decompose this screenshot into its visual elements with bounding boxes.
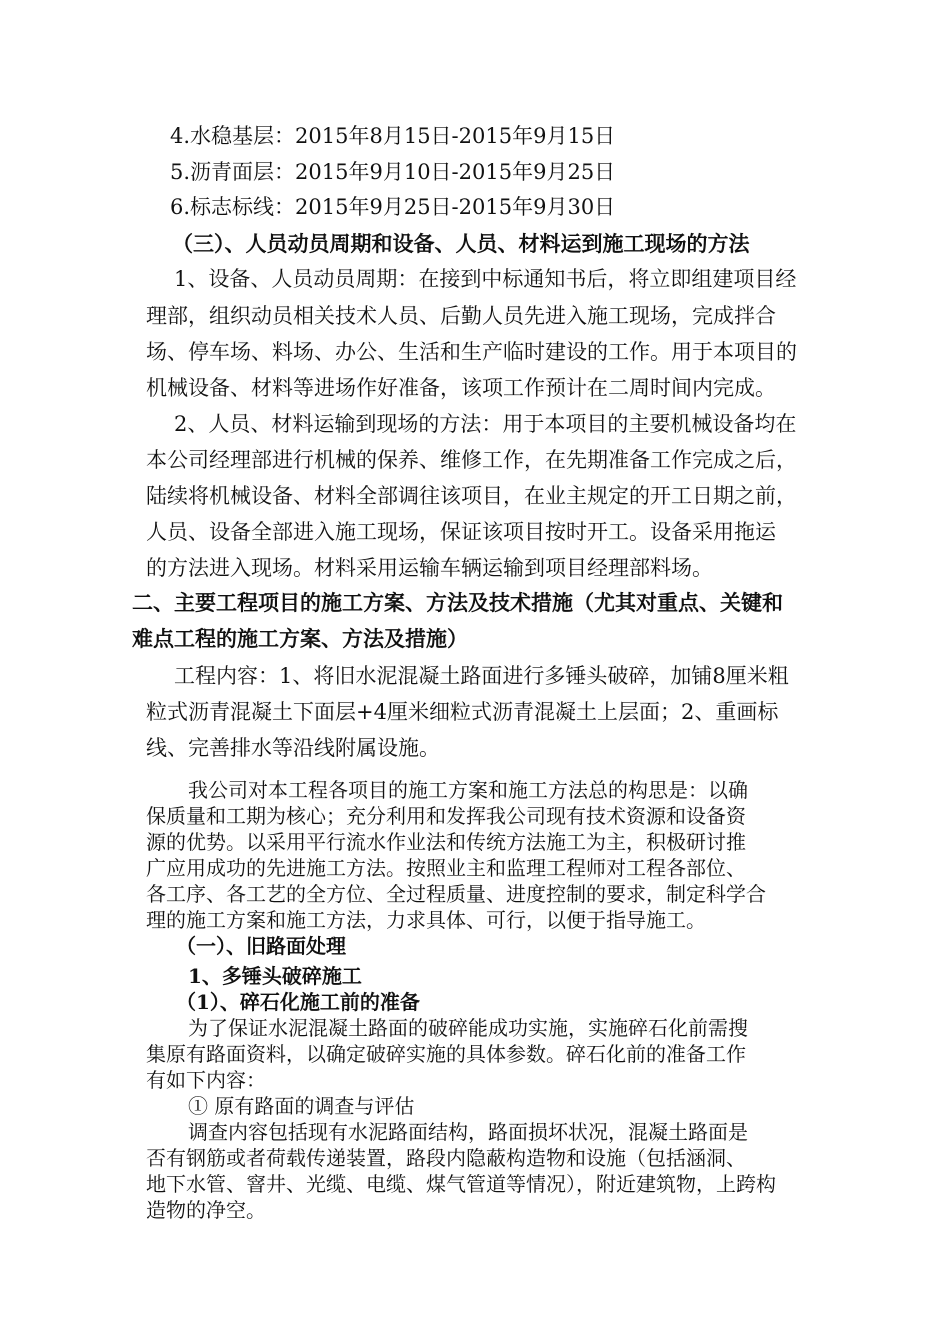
paragraph-line: 为了保证水泥混凝土路面的破碎能成功实施，实施碎石化前需搜 [188,1016,748,1040]
paragraph-line: 理部，组织动员相关技术人员、后勤人员先进入施工现场，完成拌合 [146,304,776,328]
schedule-line: 4.水稳基层：2015年8月15日-2015年9月15日 [170,124,616,148]
paragraph-line: 线、完善排水等沿线附属设施。 [146,736,440,760]
paragraph-line: 粒式沥青混凝土下面层+4厘米细粒式沥青混凝土上层面；2、重画标 [146,700,779,724]
paragraph-line: 各工序、各工艺的全方位、全过程质量、进度控制的要求，制定科学合 [146,882,766,906]
paragraph-line: 否有钢筋或者荷载传递装置，路段内隐蔽构造物和设施（包括涵洞、 [146,1146,746,1170]
paragraph-line: 造物的净空。 [146,1198,266,1222]
paragraph-line: 工程内容：1、将旧水泥混凝土路面进行多锤头破碎，加铺8厘米粗 [174,664,789,688]
schedule-line: 6.标志标线：2015年9月25日-2015年9月30日 [170,195,616,219]
chapter-heading: 难点工程的施工方案、方法及措施） [132,626,468,651]
paragraph-line: 1、设备、人员动员周期：在接到中标通知书后，将立即组建项目经 [174,267,797,291]
paragraph-line: 源的优势。以采用平行流水作业法和传统方法施工为主，积极研讨推 [146,830,746,854]
section-heading: （三）、人员动员周期和设备、人员、材料运到施工现场的方法 [172,231,750,256]
paragraph-line: 广应用成功的先进施工方法。按照业主和监理工程师对工程各部位、 [146,856,746,880]
paragraph-line: 陆续将机械设备、材料全部调往该项目，在业主规定的开工日期之前， [146,484,797,508]
section-heading: （一）、旧路面处理 [176,934,346,958]
paragraph-line: 保质量和工期为核心；充分利用和发挥我公司现有技术资源和设备资 [146,804,746,828]
paragraph-line: 我公司对本工程各项目的施工方案和施工方法总的构思是：以确 [188,778,748,802]
paragraph-line: 本公司经理部进行机械的保养、维修工作，在先期准备工作完成之后， [146,448,797,472]
list-item: ① 原有路面的调查与评估 [188,1094,415,1118]
subsection-heading: （1）、碎石化施工前的准备 [176,990,420,1014]
subsection-heading: 1、多锤头破碎施工 [188,964,362,988]
paragraph-line: 场、停车场、料场、办公、生活和生产临时建设的工作。用于本项目的 [146,340,797,364]
paragraph-line: 有如下内容： [146,1068,266,1092]
paragraph-line: 机械设备、材料等进场作好准备，该项工作预计在二周时间内完成。 [146,376,776,400]
paragraph-line: 2、人员、材料运输到现场的方法：用于本项目的主要机械设备均在 [174,412,797,436]
schedule-line: 5.沥青面层：2015年9月10日-2015年9月25日 [170,160,616,184]
chapter-heading: 二、主要工程项目的施工方案、方法及技术措施（尤其对重点、关键和 [132,590,783,615]
paragraph-line: 人员、设备全部进入施工现场，保证该项目按时开工。设备采用拖运 [146,520,776,544]
paragraph-line: 地下水管、窨井、光缆、电缆、煤气管道等情况），附近建筑物，上跨构 [146,1172,776,1196]
paragraph-line: 调查内容包括现有水泥路面结构，路面损坏状况，混凝土路面是 [188,1120,748,1144]
paragraph-line: 理的施工方案和施工方法，力求具体、可行，以便于指导施工。 [146,908,706,932]
paragraph-line: 的方法进入现场。材料采用运输车辆运输到项目经理部料场。 [146,556,713,580]
paragraph-line: 集原有路面资料，以确定破碎实施的具体参数。碎石化前的准备工作 [146,1042,746,1066]
